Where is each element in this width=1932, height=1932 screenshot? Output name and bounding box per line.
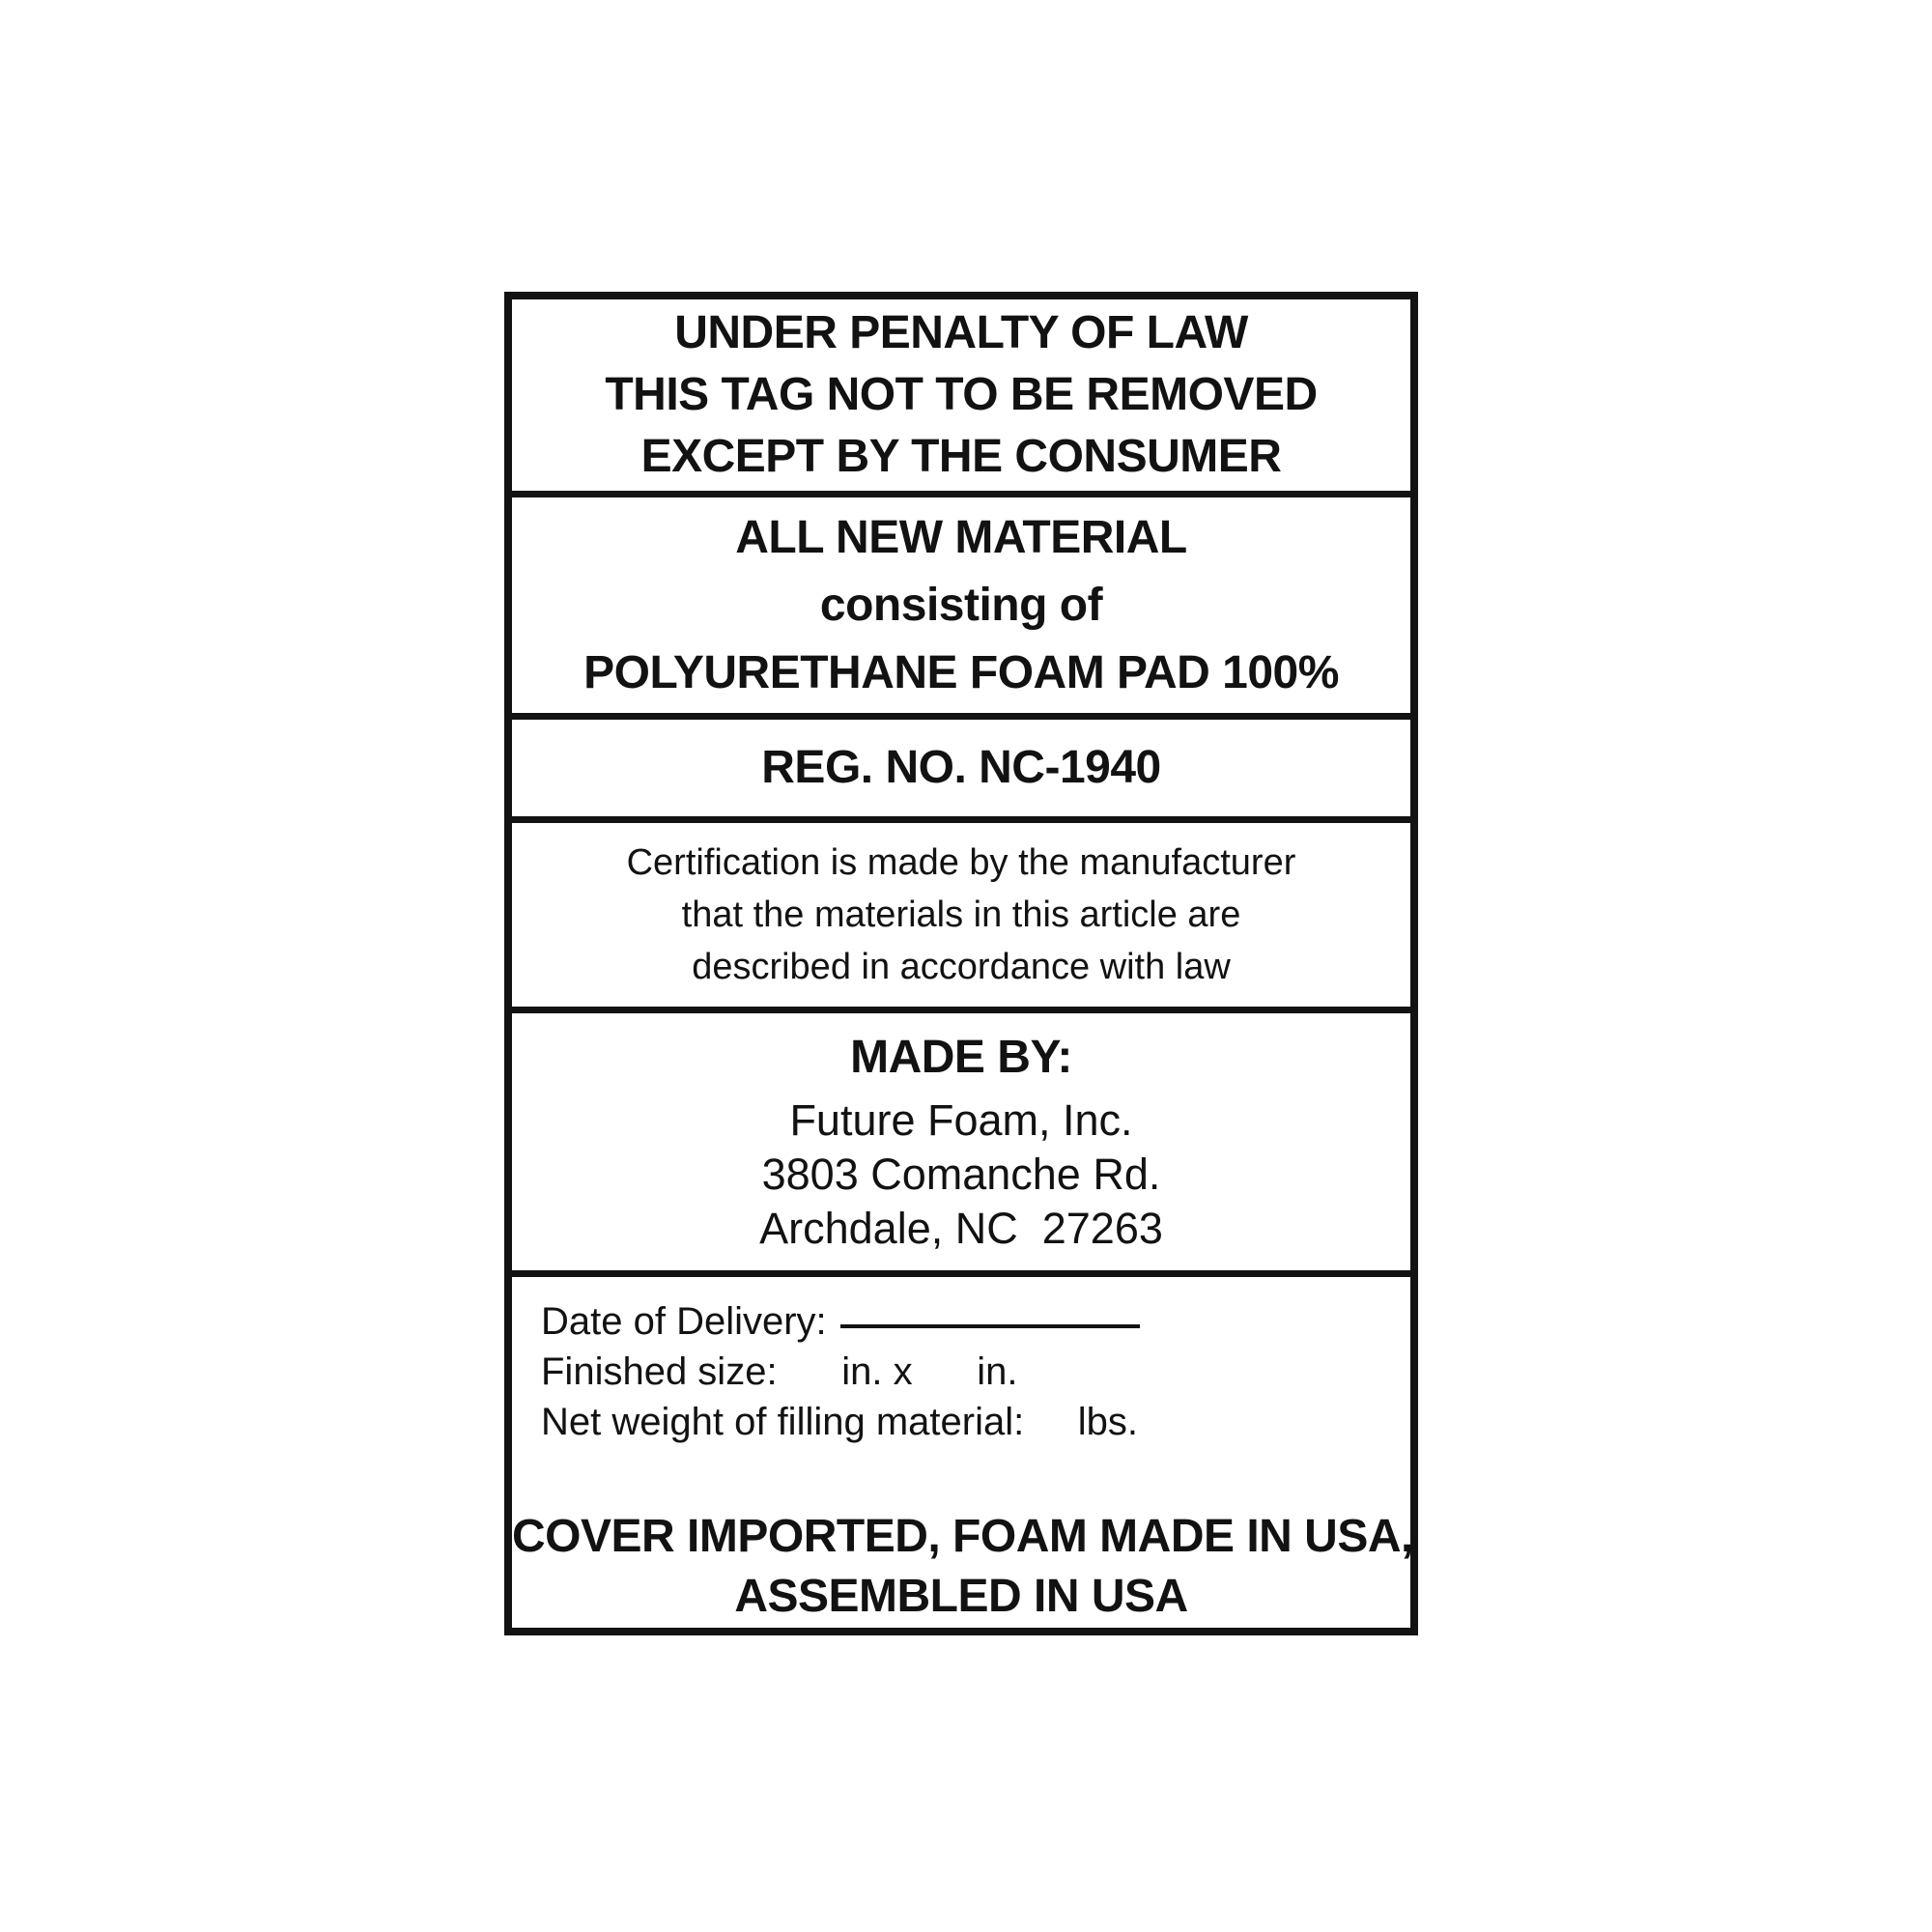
penalty-line-1: UNDER PENALTY OF LAW <box>674 307 1248 358</box>
penalty-line-2: THIS TAG NOT TO BE REMOVED <box>605 369 1318 420</box>
manufacturer-street: 3803 Comanche Rd. <box>761 1150 1161 1199</box>
certification-line-2: that the materials in this article are <box>681 895 1241 935</box>
date-of-delivery-label: Date of Delivery: <box>541 1300 827 1343</box>
material-line-1: ALL NEW MATERIAL <box>735 511 1187 563</box>
material-line-3: POLYURETHANE FOAM PAD 100% <box>583 646 1339 698</box>
made-by-heading: MADE BY: <box>850 1032 1072 1083</box>
law-label-tag <box>504 292 1418 1635</box>
certification-line-3: described in accordance with law <box>692 947 1231 987</box>
net-weight-row: Net weight of filling material: lbs. <box>541 1401 1139 1443</box>
material-section <box>512 491 1410 713</box>
finished-size-row: Finished size: in. x in. <box>541 1350 1018 1393</box>
date-of-delivery-blank-line <box>840 1323 1140 1328</box>
made-by-section <box>512 1007 1410 1270</box>
penalty-section <box>512 299 1410 491</box>
penalty-line-3: EXCEPT BY THE CONSUMER <box>640 431 1282 482</box>
manufacturer-name: Future Foam, Inc. <box>789 1095 1133 1145</box>
origin-statement <box>512 1507 1413 1627</box>
manufacturer-city-state-zip: Archdale, NC 27263 <box>759 1204 1163 1253</box>
certification-section <box>512 816 1410 1007</box>
date-of-delivery-row <box>512 1296 1410 1347</box>
origin-line-1: COVER IMPORTED, FOAM MADE IN USA, <box>512 1511 1413 1562</box>
fill-in-section <box>512 1270 1413 1628</box>
origin-line-2: ASSEMBLED IN USA <box>734 1571 1188 1622</box>
registration-number-section <box>512 713 1410 816</box>
material-line-2: consisting of <box>819 579 1103 631</box>
certification-line-1: Certification is made by the manufacturer <box>626 842 1296 883</box>
registration-number: REG. NO. NC-1940 <box>761 742 1161 793</box>
